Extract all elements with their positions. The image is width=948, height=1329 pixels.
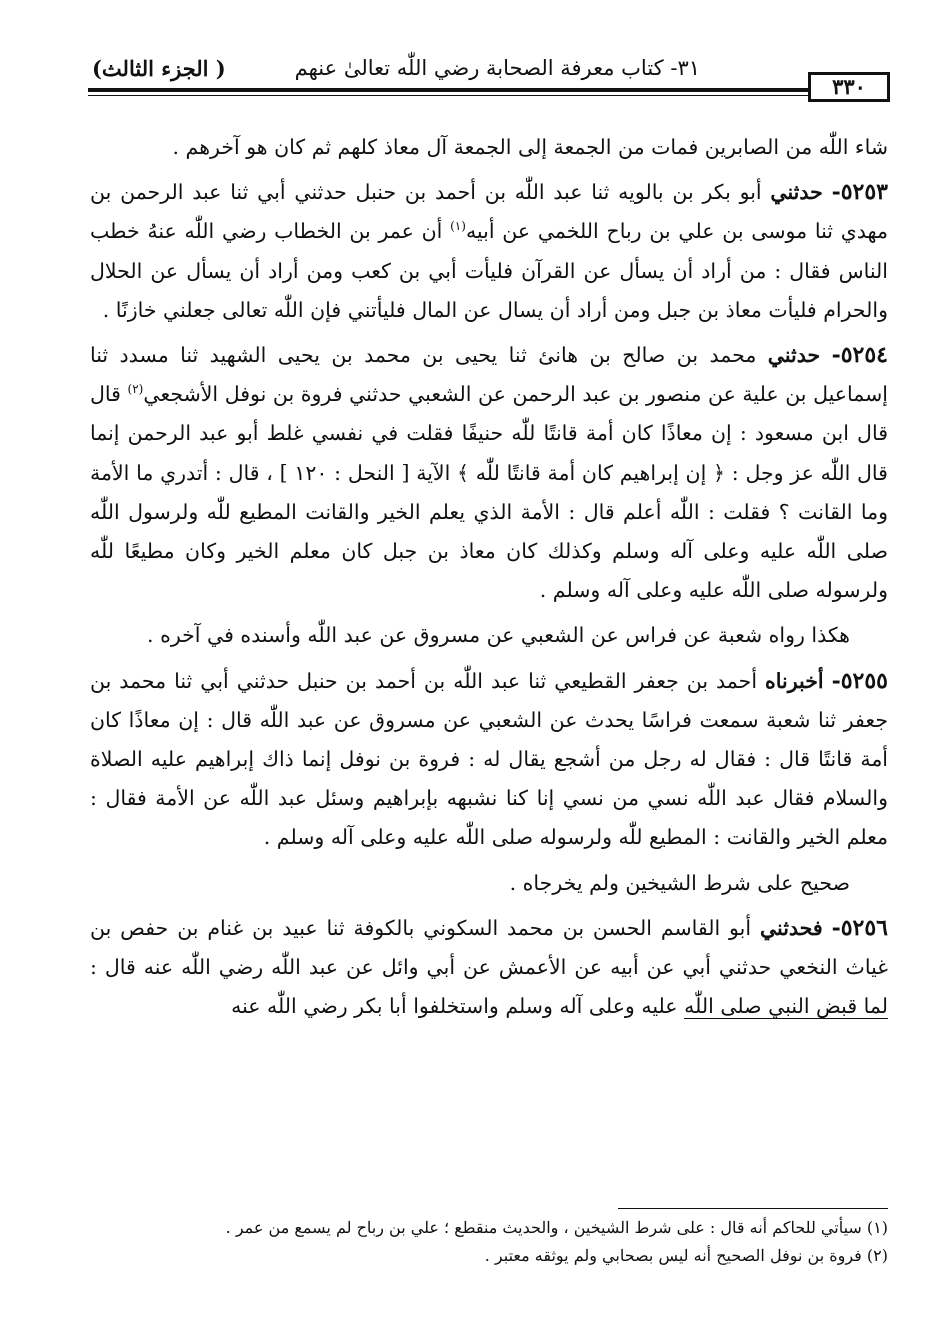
footnotes (90, 1214, 888, 1270)
narration-keyword: حدثني (767, 343, 821, 368)
header-rule-thick (88, 88, 808, 92)
hadith-number: ٥٢٥٣- (831, 179, 888, 206)
chapter-title: ٣١- كتاب معرفة الصحابة رضي اللّٰه تعالىٰ عنهم (294, 56, 700, 80)
hadith-text: أبو بكر بن بالويه ثنا عبد اللّٰه بن أحمد بن حنبل حدثني أبي ثنا عبد الرحمن بن مهدي ثنا موسى بن علي بن رباح اللخمي عن أبيه (90, 180, 888, 244)
hadith-5253 (90, 173, 888, 330)
hadith-5254 (90, 336, 888, 610)
footnote-2: (٢) فروة بن نوفل الصحيح أنه ليس بصحابي ولم يوثقه معتبر . (484, 1246, 888, 1265)
hadith-text: قال قال ابن مسعود : إن معاذًا كان أمة قانتًا للّٰه حنيفًا فقلت في نفسي غلط أبو عبد الرحمن إنما قال اللّٰه عز وجل : ﴿ إن إبراهيم كان أمة قانتًا للّٰه ﴾ الآية [ النحل : ١٢٠ ] ، قال : أتدري ما الأمة وما القانت ؟ فقلت : اللّٰه أعلم قال : الأمة الذي يعلم الخير والقانت المطيع للّٰه ولرسول اللّٰه صلى اللّٰه عليه وعلى آله وسلم وكذلك كان معاذ بن جبل كان معلم الخير وكان مطيعًا للّٰه ولرسوله صلى اللّٰه عليه وعلى آله وسلم . (90, 382, 888, 603)
hadith-text: محمد بن صالح بن هانئ ثنا يحيى بن محمد بن يحيى الشهيد ثنا مسدد ثنا إسماعيل بن علية عن منصور بن عبد الرحمن عن الشعبي حدثني فروة بن نوفل الأشجعي (90, 343, 888, 407)
hadith-number: ٥٢٥٤- (831, 342, 888, 369)
hadith-text: أحمد بن جعفر القطيعي ثنا عبد اللّٰه بن أحمد بن حنبل حدثني أبي ثنا محمد بن جعفر ثنا شعبة سمعت فراسًا يحدث عن الشعبي عن مسروق عن عبد اللّٰه قال : إن معاذًا كان أمة قانتًا قال : فقال له رجل من أشجع يقال له : فروة بن نوفل إنما ذاك إبراهيم عليه الصلاة والسلام فقال عبد اللّٰه نسي من نسي إنا كنا نشبهه بإبراهيم وسئل عبد اللّٰه عن الأمة فقال : معلم الخير والقانت : المطيع للّٰه ولرسوله صلى اللّٰه عليه وعلى آله وسلم . (90, 668, 888, 850)
narration-keyword: حدثني (770, 180, 823, 205)
narration-keyword: فحدثني (759, 915, 823, 940)
paragraph-continuation: شاء اللّٰه من الصابرين فمات من الجمعة إلى الجمعة آل معاذ كلهم ثم كان هو آخرهم . (172, 135, 888, 159)
commentary-line: هكذا رواه شعبة عن فراس عن الشعبي عن مسروق عن عبد اللّٰه وأسنده في آخره . (147, 623, 850, 648)
header-rule-thin (88, 95, 808, 96)
hadith-number: ٥٢٥٦- (831, 914, 888, 941)
running-header (88, 48, 890, 88)
page-number: ٣٣٠ (808, 72, 890, 102)
hadith-5255 (90, 662, 888, 858)
hadith-number: ٥٢٥٥- (831, 667, 888, 694)
hadith-text: أبو القاسم الحسن بن محمد السكوني بالكوفة ثنا عبيد بن غنام بن حفص بن غياث النخعي حدثني أبي عن أبيه عن الأعمش عن أبي وائل عن عبد اللّٰه رضي اللّٰه عنه قال : (90, 915, 888, 980)
main-text (90, 128, 888, 1032)
footnote-divider (618, 1208, 888, 1209)
underlined-text: لما قبض النبي صلى اللّٰه (684, 994, 888, 1019)
grading-line: صحيح على شرط الشيخين ولم يخرجاه . (509, 870, 850, 895)
footnote-ref[interactable]: (٢) (127, 382, 144, 397)
hadith-text: عليه وعلى آله وسلم واستخلفوا أبا بكر رضي اللّٰه عنه (231, 994, 678, 1019)
volume-label: ( الجزء الثالث) (92, 56, 226, 81)
hadith-5256 (90, 909, 888, 1027)
footnote-1: (١) سيأتي للحاكم أنه قال : على شرط الشيخين ، والحديث منقطع ؛ علي بن رباح لم يسمع من عمر . (225, 1218, 888, 1237)
narration-keyword: أخبرناه (765, 668, 824, 693)
footnote-ref[interactable]: (١) (450, 219, 466, 234)
hadith-text: أن عمر بن الخطاب رضي اللّٰه عنهُ خطب الناس فقال : من أراد أن يسأل عن القرآن فليأت أبي بن كعب ومن أراد أن يسأل عن الحلال والحرام فليأت معاذ بن جبل ومن أراد أن يسال عن المال فليأتني فإن اللّٰه تعالى جعلني خازنًا . (90, 219, 888, 322)
